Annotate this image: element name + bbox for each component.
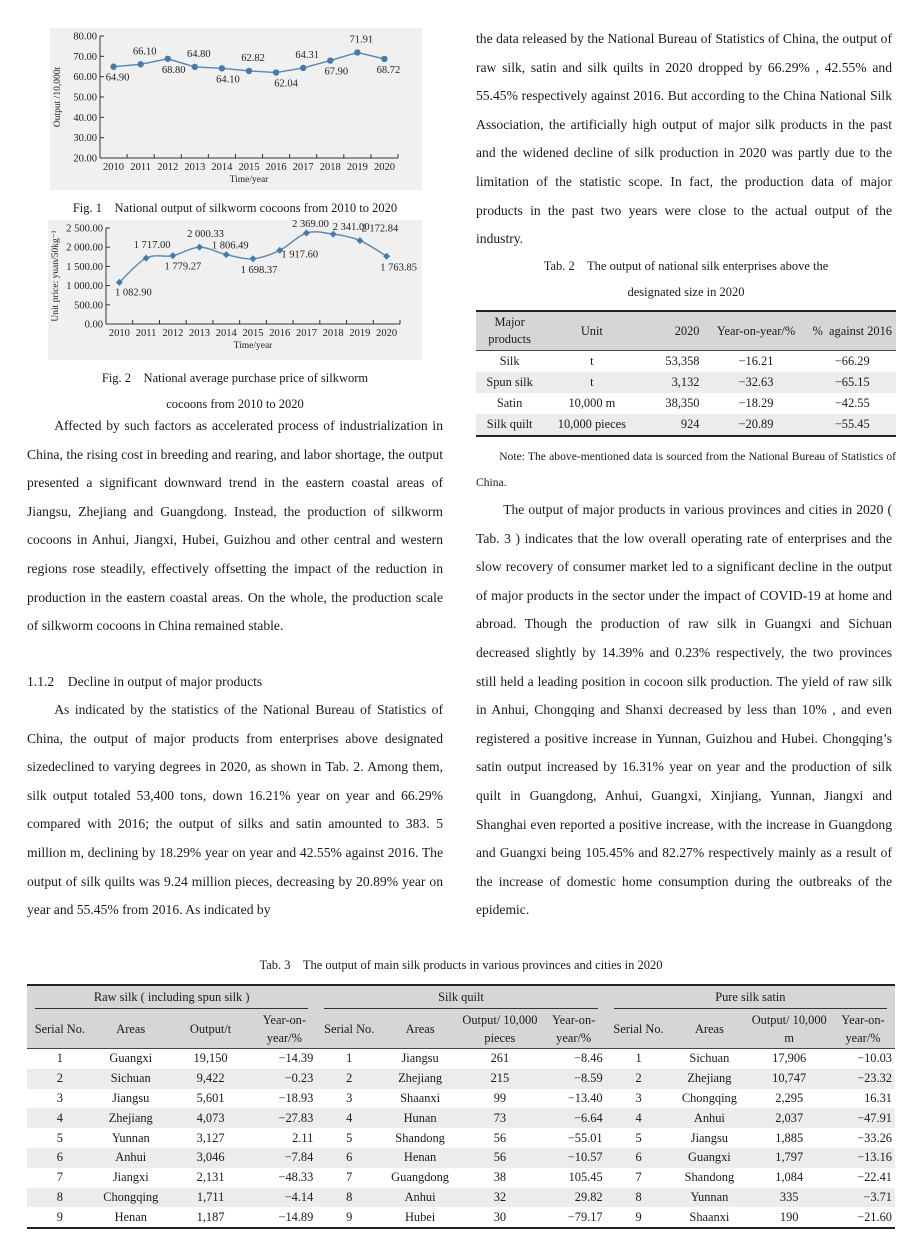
tab2-cell: 53,358 [665,354,700,368]
fig2-caption-line2: cocoons from 2010 to 2020 [166,397,304,411]
table-row [27,1168,895,1188]
tab3-cell: 7 [635,1170,642,1185]
table-row [476,351,896,373]
tab3-cell: Zhejiang [382,1069,458,1089]
left-paragraph-1: Affected by such factors as accelerated process of industrialization in China, the rising cost in breeding and rearing, and labor shortage, the output presented a significant downward trend in the eastern coastal areas of Jiangsu, Zhejiang and Guangdong. Instead, the production of silkworm cocoons in Anhui, Jiangxi, Hubei, Guizhou and other central and western regions rose steadily, effectively offsetting the impact of the reduction in production in the eastern coastal areas. On the whole, the production scale of silkworm cocoons in China remained stable. [27,418,443,634]
tab3-subheader: Year-on-year/% [542,1010,606,1049]
tab3-cell: −48.33 [278,1170,314,1185]
data-label: 1 717.00 [133,240,171,252]
tab3-group-silk-quilt [316,985,605,1010]
tab3-group-label: Pure silk satin [614,988,887,1009]
tab3-cell: 17,906 [772,1051,807,1066]
tab3-subheader: Areas [93,1010,169,1049]
y-tick-label: 500.00 [74,300,103,312]
tab3-cell: 8 [27,1188,93,1208]
tab3-cell: 4 [606,1108,672,1128]
tab3-subheader: Year-on-year/% [831,1010,895,1049]
y-tick-label: 1 500.00 [66,261,103,273]
tab2-note: Note: The above-mentioned data is sourced from the National Bureau of Statistics of China. [476,450,896,489]
tab2-caption-line2: designated size in 2020 [627,285,745,299]
tab3-group-raw-silk [27,985,316,1010]
table-row [27,1148,895,1168]
tab2-cell: −16.21 [738,354,774,368]
data-label: 1 082.90 [114,287,152,299]
tab3-table [27,984,895,1229]
left-paragraph-2: As indicated by the statistics of the National Bureau of Statistics of China, the output of major products from enterprises above designated sizedeclined to varying degrees in 2020, as shown in Tab. 2. Among them, silk output totaled 53,400 tons, down 16.21% year on year and 66.29% compared with 2016; the output of silks and satin amounted to 383. 5 million m, declining by 18.29% year on year and 42.55% against 2016. The output of silk quilts was 9.24 million pieces, decreasing by 20.89% year on year and 55.45% from 2016. As indicated by [27,702,443,918]
tab3-cell: Zhejiang [93,1108,169,1128]
tab3-cell: −14.39 [278,1051,314,1066]
tab3-cell: −55.01 [567,1130,603,1145]
tab3-cell: Anhui [671,1108,747,1128]
tab3-subheader: Areas [671,1010,747,1049]
tab3-cell: 1 [635,1051,642,1066]
tab3-cell: −79.17 [567,1209,603,1224]
tab3-cell: 3 [56,1090,63,1105]
y-tick-label: 0.00 [84,319,103,331]
tab3-cell: 261 [490,1051,510,1066]
x-tick-label: 2015 [242,328,264,339]
data-point-marker [246,68,252,74]
tab3-subheader: Areas [382,1010,458,1049]
data-label: 68.72 [376,64,401,76]
data-label: 2 172.84 [361,223,399,235]
x-tick-label: 2012 [162,328,184,339]
data-label: 1 763.85 [380,262,418,274]
tab2-cell: −55.45 [809,414,897,436]
tab3-subheader: Output/ 10,000 pieces [458,1010,542,1049]
tab3-cell: Hubei [404,1209,436,1224]
tab3-cell: −4.14 [252,1188,316,1208]
x-tick-label: 2010 [108,328,130,339]
y-tick-label: 2 000.00 [66,242,103,254]
tab3-cell: Shaanxi [400,1090,441,1105]
x-tick-label: 2016 [265,162,287,173]
data-label: 1 779.27 [164,261,202,273]
data-point-marker [219,65,225,71]
tab3-cell: Sichuan [689,1051,730,1066]
tab2-header-products: Major products [476,311,543,351]
table-row [27,1108,895,1128]
tab2-header-yoy: Year-on-year/% [703,311,808,351]
tab3-subheader: Output/t [169,1010,253,1049]
tab3-cell: 2 [316,1069,382,1089]
tab3-cell: 8 [606,1188,672,1208]
table-row [27,1069,895,1089]
tab3-cell: Jiangxi [112,1170,149,1185]
tab3-cell: 335 [747,1188,831,1208]
tab3-cell: −6.64 [542,1108,606,1128]
data-point-marker [143,255,150,262]
tab3-cell: Guangdong [391,1170,449,1185]
tab2-cell: t [590,354,594,368]
fig1-caption: Fig. 1 National output of silkworm cocoons from 2010 to 2020 [72,201,398,215]
x-tick-label: 2013 [189,328,211,339]
tab3-cell: 99 [493,1090,507,1105]
x-tick-label: 2015 [238,162,260,173]
tab2-cell: −18.29 [738,396,774,410]
tab3-cell: 2.11 [292,1130,314,1145]
fig2-chart [48,220,422,360]
tab3-cell: 1 [346,1051,353,1066]
data-point-marker [354,49,360,55]
y-tick-label: 20.00 [73,153,97,165]
tab2-cell: Silk [499,354,520,368]
tab3-cell: −21.60 [857,1209,892,1224]
tab2-caption-line1: Tab. 2 The output of national silk enterprises above the [543,259,829,273]
right-paragraph-2: The output of major products in various provinces and cities in 2020 ( Tab. 3 ) indicates that the low overall operating rate of enterprises and the slow recovery of consumer market led to a significant decline in the output of major products in the sector under the impact of COVID-19 at home and abroad. Though the production of raw silk in Guangxi and Sichuan decreased slightly by 14.39% and 0.23% respectively, the two provinces still held a leading position in cocoon silk production. The yield of raw silk in Anhui, Chongqing and Shanxi decreased by less than 10% , and even registered a positive increase in Yunnan, Guizhou and Hubei. Chongqing’s satin output increased by 16.31% year on year and the production of silk quilt in Guangdong, Anhui, Guangxi, Xinjiang, Yunnan, Jiangxi and Shanghai even reported a positive increase, with the increase in Guangdong and Guangxi being 105.45% and 82.27% respectively mainly as a result of the increase of domestic home consumption during the outbreaks of the epidemic. [476,502,892,918]
table-row [27,1049,895,1069]
data-label: 66.10 [132,46,157,58]
tab3-cell: 7 [346,1170,353,1185]
tab2-cell: 10,000 m [568,396,616,410]
tab3-cell: Sichuan [93,1069,169,1089]
y-tick-label: 80.00 [73,31,97,43]
tab3-subheader: Year-on-year/% [252,1010,316,1049]
tab3-cell: −13.16 [831,1148,895,1168]
tab3-cell: 4,073 [169,1108,253,1128]
tab2-cell: −20.89 [703,414,808,436]
tab3-cell: −18.93 [278,1090,314,1105]
tab3-cell: 3,046 [169,1148,253,1168]
data-point-marker [223,251,230,258]
tab3-cell: −23.32 [831,1069,895,1089]
tab3-cell: 5 [635,1130,642,1145]
tab2-cell: −66.29 [834,354,870,368]
right-paragraph-1: the data released by the National Bureau of Statistics of China, the output of raw silk, satin and silk quilts in 2020 dropped by 66.29% , 42.55% and 55.45% respectively against 2016. But according to the China National Silk Association, the artificially high output of major silk products in the past and the widened decline of silk production in 2020 was partly due to the limitation of the statistic scope. In fact, the production data of major products in the past two years were close to the actual output of the industry. [476,31,892,247]
tab3-cell: 29.82 [542,1188,606,1208]
fig1-plot [50,28,422,190]
table-row [476,414,896,436]
data-label: 62.82 [241,52,265,64]
tab3-cell: 2 [606,1069,672,1089]
table-row [476,372,896,393]
tab3-cell: 2,131 [196,1170,225,1185]
x-tick-label: 2013 [184,162,206,173]
tab3-cell: 2,037 [747,1108,831,1128]
data-point-marker [137,61,143,67]
tab3-cell: Shaanxi [689,1209,730,1224]
tab3-cell: Henan [382,1148,458,1168]
y-tick-label: 60.00 [73,72,97,84]
x-tick-label: 2012 [157,162,179,173]
tab3-subheader: Serial No. [27,1010,93,1049]
table-row [27,1188,895,1208]
tab3-cell: 2 [27,1069,93,1089]
data-label: 64.31 [295,49,319,61]
tab2-cell: Silk quilt [476,414,543,436]
tab3-cell: 3 [635,1090,642,1105]
tab3-cell: 1,885 [775,1130,804,1145]
tab3-cell: 9 [56,1209,63,1224]
x-axis-title: Time/year [229,175,269,185]
tab3-cell: Yunnan [111,1130,150,1145]
data-label: 64.80 [187,48,211,60]
fig2-caption-line1: Fig. 2 National average purchase price of silkworm [101,371,369,385]
tab3-cell: −10.03 [857,1051,892,1066]
tab3-cell: 6 [606,1148,672,1168]
fig1-chart [50,28,422,190]
data-point-marker [356,237,363,244]
tab3-cell: 3 [346,1090,353,1105]
x-tick-label: 2017 [292,162,314,173]
tab3-cell: 8 [316,1188,382,1208]
tab3-cell: 6 [316,1148,382,1168]
tab3-cell: −7.84 [252,1148,316,1168]
tab3-cell: Guangxi [109,1051,153,1066]
tab3-cell: −0.23 [252,1069,316,1089]
data-label: 64.10 [216,74,240,86]
tab3-cell: Zhejiang [671,1069,747,1089]
tab3-cell: −22.41 [857,1170,892,1185]
tab3-cell: 1,187 [196,1209,225,1224]
tab3-cell: 5 [346,1130,353,1145]
tab3-cell: −33.26 [857,1130,892,1145]
x-tick-label: 2014 [211,162,233,173]
tab2-cell: t [543,372,640,393]
x-tick-label: 2014 [215,328,237,339]
x-tick-label: 2018 [319,162,341,173]
tab3-cell: 30 [493,1209,507,1224]
tab3-cell: 1 [56,1051,63,1066]
tab3-cell: Hunan [382,1108,458,1128]
tab3-cell: −3.71 [831,1188,895,1208]
tab2-header-unit: Unit [543,311,640,351]
x-tick-label: 2020 [376,328,398,339]
tab3-cell: −14.89 [278,1209,314,1224]
y-axis-title: Unit price: yuan/50kg⁻¹ [51,230,61,322]
data-label: 1 917.60 [281,249,319,261]
data-point-marker [303,230,310,237]
x-axis-title: Time/year [233,341,273,351]
tab2-cell: 924 [641,414,704,436]
tab3-group-pure-silk-satin [606,985,895,1010]
tab3-cell: −13.40 [567,1090,603,1105]
fig2-plot [48,220,422,360]
tab2-table [476,310,896,437]
tab2-cell: Satin [496,396,523,410]
tab3-cell: 5 [56,1130,63,1145]
section-heading-1-1-2: 1.1.2 Decline in output of major products [27,674,263,689]
y-tick-label: 50.00 [73,92,97,104]
y-tick-label: 30.00 [73,133,97,145]
tab3-cell: 190 [779,1209,799,1224]
data-point-marker [165,56,171,62]
tab3-cell: 215 [458,1069,542,1089]
data-point-marker [250,255,257,262]
tab3-cell: 10,747 [747,1069,831,1089]
data-point-marker [381,56,387,62]
tab3-cell: 2,295 [775,1090,804,1105]
data-point-marker [192,64,198,70]
x-tick-label: 2011 [130,162,151,173]
y-tick-label: 70.00 [73,51,97,63]
x-tick-label: 2020 [373,162,395,173]
tab3-cell: 3,127 [196,1130,225,1145]
table-row [27,1089,895,1109]
data-label: 67.90 [324,66,349,78]
data-label: 2 369.00 [292,220,329,231]
tab3-cell: 1,084 [775,1170,804,1185]
tab2-cell: Spun silk [476,372,543,393]
y-tick-label: 2 500.00 [66,223,103,235]
data-point-marker [196,244,203,251]
tab3-cell: 105.45 [568,1170,603,1185]
tab3-cell: Guangxi [671,1148,747,1168]
data-point-marker [273,69,279,75]
tab3-cell: Anhui [382,1188,458,1208]
tab3-cell: −27.83 [252,1108,316,1128]
data-label: 2 341.00 [332,222,370,234]
x-tick-label: 2018 [322,328,344,339]
tab2-cell: −32.63 [703,372,808,393]
tab3-cell: Shandong [684,1170,735,1185]
tab3-cell: 4 [316,1108,382,1128]
data-label: 68.80 [161,64,186,76]
tab3-cell: Chongqing [93,1188,169,1208]
data-label: 1 698.37 [240,264,278,276]
tab3-group-label: Raw silk ( including spun silk ) [35,988,308,1009]
table-row [27,1207,895,1228]
tab3-cell: 4 [27,1108,93,1128]
x-tick-label: 2011 [135,328,157,339]
tab3-cell: Anhui [93,1148,169,1168]
tab3-cell: Henan [114,1209,147,1224]
tab2-cell: 3,132 [641,372,704,393]
tab3-cell: 9 [635,1209,642,1224]
tab3-cell: 38 [493,1170,507,1185]
tab2-cell: 10,000 pieces [543,414,640,436]
data-label: 2 000.33 [187,229,224,241]
x-tick-label: 2019 [349,328,371,339]
data-point-marker [327,57,333,63]
tab3-cell: 56 [458,1148,542,1168]
tab3-caption: Tab. 3 The output of main silk products in various provinces and cities in 2020 [259,958,663,972]
tab3-cell: 9 [346,1209,353,1224]
tab3-subheader: Serial No. [316,1010,382,1049]
tab3-cell: −47.91 [831,1108,895,1128]
data-label: 62.04 [274,78,298,90]
tab2-cell: −65.15 [809,372,897,393]
tab3-cell: 73 [458,1108,542,1128]
tab3-cell: 6 [27,1148,93,1168]
tab3-cell: Jiangsu [401,1051,439,1066]
y-tick-label: 40.00 [73,112,97,124]
tab3-group-label: Silk quilt [324,988,597,1009]
tab3-cell: 16.31 [864,1090,892,1105]
tab3-cell: Jiangsu [112,1090,150,1105]
data-point-marker [300,65,306,71]
tab3-subheader: Output/ 10,000 m [747,1010,831,1049]
data-point-marker [169,252,176,259]
tab3-subheader: Serial No. [606,1010,672,1049]
tab2-cell: 38,350 [665,396,700,410]
tab3-cell: 32 [458,1188,542,1208]
tab3-cell: Jiangsu [690,1130,728,1145]
table-row [27,1128,895,1148]
tab3-cell: 7 [56,1170,63,1185]
x-tick-label: 2017 [295,328,317,339]
tab3-cell: 19,150 [193,1051,228,1066]
tab3-cell: 9,422 [169,1069,253,1089]
tab3-cell: 1,711 [169,1188,253,1208]
tab3-cell: −10.57 [542,1148,606,1168]
tab3-cell: −8.46 [573,1051,603,1066]
tab3-cell: 56 [493,1130,507,1145]
tab3-cell: Chongqing [681,1090,737,1105]
table-row [476,393,896,414]
x-tick-label: 2016 [269,328,291,339]
tab3-cell: 1,797 [747,1148,831,1168]
data-label: 1 806.49 [211,240,249,252]
x-tick-label: 2019 [346,162,368,173]
tab3-cell: Yunnan [671,1188,747,1208]
tab3-cell: Shandong [395,1130,445,1145]
tab2-cell: −42.55 [834,396,870,410]
data-point-marker [383,253,390,260]
y-axis-title: Output /10,000t [53,66,63,128]
tab3-cell: −8.59 [542,1069,606,1089]
tab3-cell: 5,601 [196,1090,225,1105]
data-label: 64.90 [105,72,130,84]
tab2-header-against-2016: % against 2016 [809,311,897,351]
x-tick-label: 2010 [103,162,125,173]
data-label: 71.91 [349,34,374,46]
y-tick-label: 1 000.00 [66,281,103,293]
data-point-marker [110,64,116,70]
tab2-header-2020: 2020 [641,311,704,351]
